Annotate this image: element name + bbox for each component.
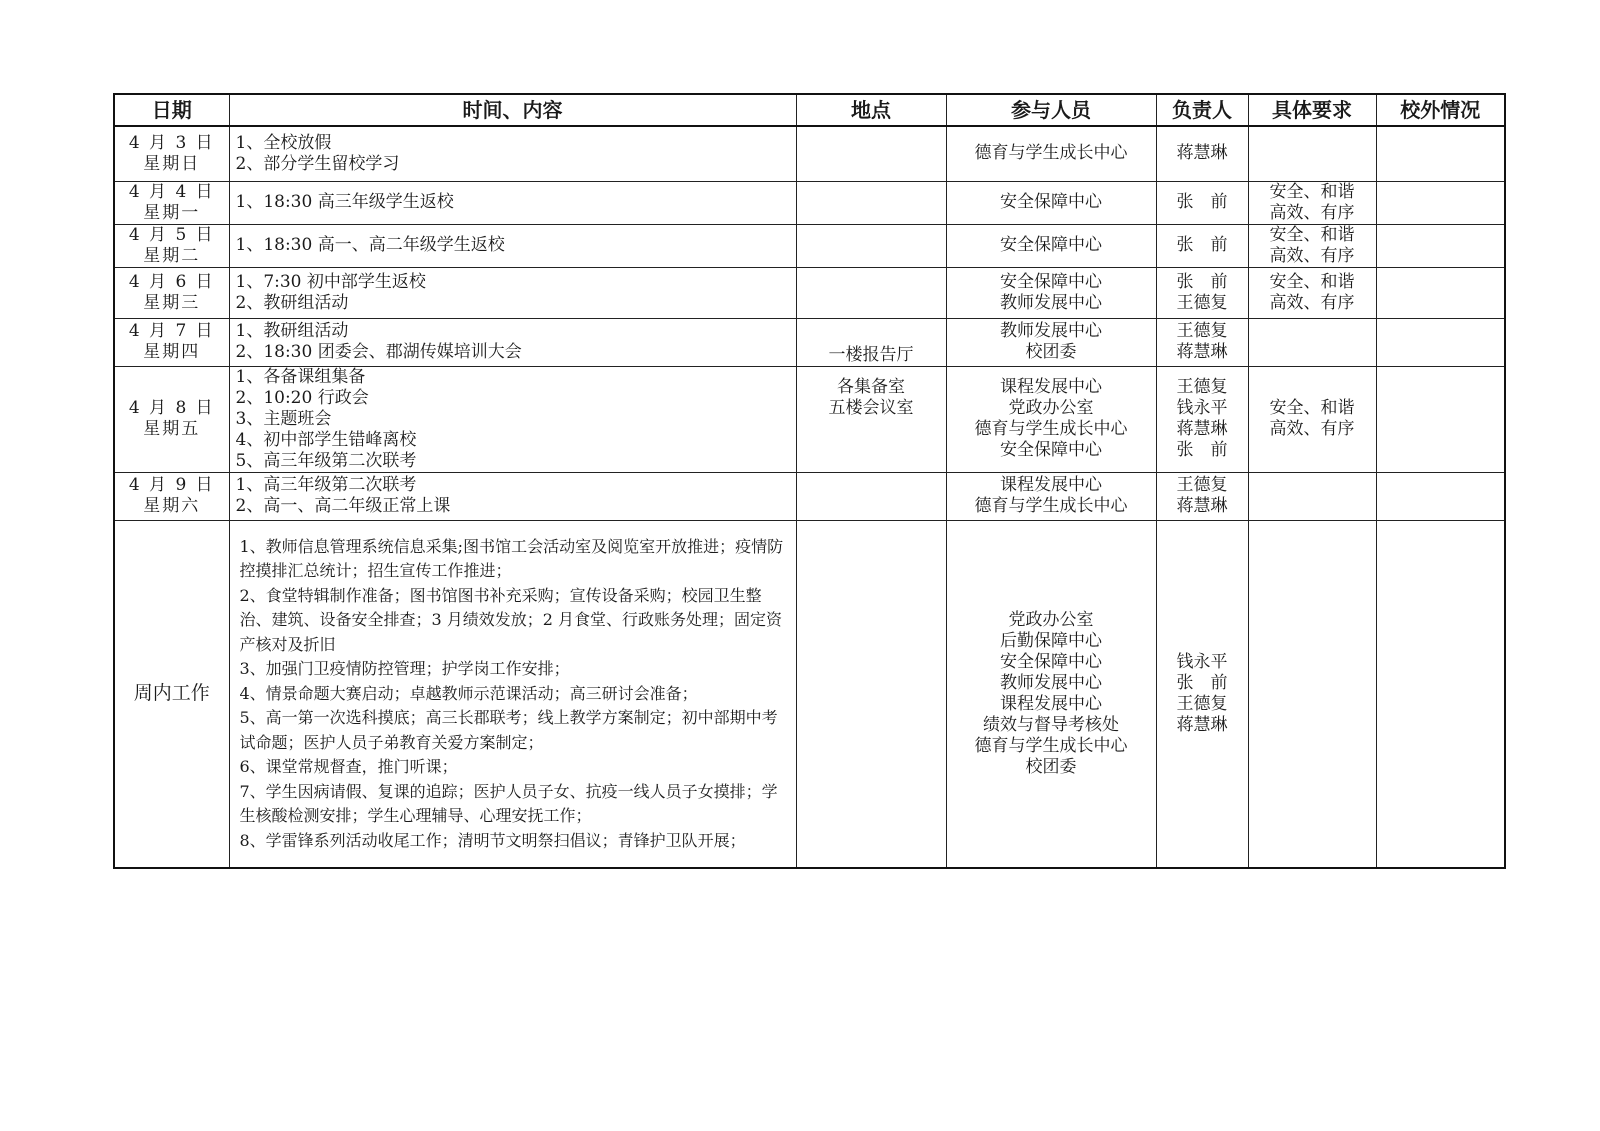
weekly-label-cell: [114, 520, 229, 868]
leader-text: 蒋慧琳: [1176, 714, 1228, 735]
participants-cell: [946, 472, 1156, 520]
location-cell: [796, 318, 946, 366]
header-external: 校外情况: [1376, 94, 1505, 126]
requirements-cell: [1248, 267, 1376, 318]
content-cell: [229, 366, 796, 472]
participants-cell: [946, 126, 1156, 181]
leader-text: 蒋慧琳: [1176, 496, 1228, 516]
content-line: 4、初中部学生错峰离校: [235, 429, 417, 450]
requirement-text: 高效、有序: [1269, 419, 1355, 439]
weekday-text: 星期日: [143, 153, 201, 174]
participant-text: 德育与学生成长中心: [974, 735, 1128, 756]
date-text: 4 月 7 日: [128, 321, 215, 341]
participant-text: 课程发展中心: [1000, 377, 1102, 397]
header-date: 日期: [114, 94, 229, 126]
participants-cell: [946, 318, 1156, 366]
leader-text: 蒋慧琳: [1176, 342, 1228, 362]
location-text: 五楼会议室: [828, 397, 914, 418]
table-row: [114, 126, 1505, 181]
leader-text: 张 前: [1176, 271, 1228, 292]
weekly-label: 周内工作: [133, 682, 210, 705]
content-line: 2、部分学生留校学习: [235, 153, 400, 174]
participant-text: 党政办公室: [1008, 609, 1094, 630]
participant-text: 党政办公室: [1008, 398, 1094, 418]
weekly-item: 3、加强门卫疫情防控管理；护学岗工作安排；: [239, 659, 570, 678]
external-cell: [1376, 181, 1505, 224]
location-cell: [796, 126, 946, 181]
weekday-text: 星期六: [143, 496, 201, 516]
weekday-text: 星期一: [143, 202, 201, 223]
weekly-item: 2、食堂特辑制作准备；图书馆图书补充采购；宣传设备采购；校园卫生整治、建筑、设备安全排查；3 月绩效发放；2 月食堂、行政账务处理；固定资产核对及折旧: [239, 585, 783, 654]
weekly-work-row: [114, 520, 1505, 868]
location-cell: [796, 181, 946, 224]
table-row: [114, 181, 1505, 224]
requirements-cell: [1248, 318, 1376, 366]
location-text: 各集备室: [837, 376, 905, 397]
participant-text: 安全保障中心: [1000, 651, 1102, 672]
external-cell: [1376, 366, 1505, 472]
participant-text: 德育与学生成长中心: [974, 496, 1128, 516]
participant-text: 校团委: [1025, 756, 1077, 777]
participant-text: 安全保障中心: [1000, 271, 1102, 292]
external-cell: [1376, 318, 1505, 366]
location-cell: [796, 520, 946, 868]
external-cell: [1376, 267, 1505, 318]
table-row: [114, 366, 1505, 472]
weekly-item: 1、教师信息管理系统信息采集;图书馆工会活动室及阅览室开放推进；疫情防控摸排汇总统计；招生宣传工作推进；: [239, 536, 784, 580]
date-text: 4 月 3 日: [128, 132, 215, 153]
content-cell: [229, 267, 796, 318]
date-cell: [114, 267, 229, 318]
content-cell: [229, 224, 796, 267]
requirement-text: 高效、有序: [1269, 245, 1355, 266]
external-cell: [1376, 126, 1505, 181]
participant-text: 课程发展中心: [1000, 475, 1102, 495]
content-line: 1、7:30 初中部学生返校: [235, 271, 426, 292]
content-cell: [229, 318, 796, 366]
leader-text: 王德复: [1176, 693, 1228, 714]
external-cell: [1376, 520, 1505, 868]
leader-text: 王德复: [1176, 321, 1228, 341]
participant-text: 后勤保障中心: [1000, 630, 1102, 651]
header-leader: 负责人: [1156, 94, 1248, 126]
content-line: 1、各备课组集备: [235, 366, 366, 387]
leader-text: 张 前: [1176, 672, 1228, 693]
location-cell: [796, 267, 946, 318]
participant-text: 安全保障中心: [1000, 440, 1102, 460]
requirements-cell: [1248, 520, 1376, 868]
location-cell: [796, 224, 946, 267]
content-cell: [229, 472, 796, 520]
external-cell: [1376, 472, 1505, 520]
header-participants: 参与人员: [946, 94, 1156, 126]
leader-text: 钱永平: [1176, 651, 1228, 672]
leader-cell: [1156, 267, 1248, 318]
requirement-text: 安全、和谐: [1269, 398, 1355, 418]
participant-text: 教师发展中心: [1000, 292, 1102, 313]
weekly-schedule-table: [113, 93, 1506, 869]
participants-cell: [946, 520, 1156, 868]
date-cell: [114, 126, 229, 181]
participant-text: 校团委: [1025, 342, 1077, 362]
header-row: [114, 94, 1505, 126]
content-line: 1、教研组活动: [235, 321, 349, 341]
participant-text: 安全保障中心: [1000, 235, 1102, 255]
content-line: 2、10:20 行政会: [235, 387, 369, 408]
leader-cell: [1156, 126, 1248, 181]
date-cell: [114, 224, 229, 267]
content-line: 1、18:30 高三年级学生返校: [235, 192, 454, 212]
content-line: 2、高一、高二年级正常上课: [235, 496, 451, 516]
header-content: 时间、内容: [229, 94, 796, 126]
participant-text: 安全保障中心: [1000, 192, 1102, 212]
leader-text: 张 前: [1176, 235, 1228, 255]
table-row: [114, 267, 1505, 318]
date-cell: [114, 366, 229, 472]
requirement-text: 高效、有序: [1269, 202, 1355, 223]
participant-text: 教师发展中心: [1000, 672, 1102, 693]
leader-cell: [1156, 181, 1248, 224]
weekly-item: 7、学生因病请假、复课的追踪；医护人员子女、抗疫一线人员子女摸排；学生核酸检测安排；学生心理辅导、心理安抚工作；: [239, 781, 778, 825]
content-cell: [229, 126, 796, 181]
participants-cell: [946, 366, 1156, 472]
date-text: 4 月 4 日: [128, 181, 215, 202]
date-cell: [114, 318, 229, 366]
participant-text: 绩效与督导考核处: [983, 714, 1119, 735]
weekday-text: 星期三: [143, 292, 201, 313]
requirements-cell: [1248, 181, 1376, 224]
content-line: 1、18:30 高一、高二年级学生返校: [235, 235, 505, 255]
weekly-item: 8、学雷锋系列活动收尾工作；清明节文明祭扫倡议；青锋护卫队开展；: [239, 830, 746, 850]
requirement-text: 安全、和谐: [1269, 224, 1355, 245]
content-line: 5、高三年级第二次联考: [235, 450, 417, 471]
participants-cell: [946, 224, 1156, 267]
leader-text: 蒋慧琳: [1176, 419, 1228, 439]
content-line: 2、教研组活动: [235, 292, 349, 313]
requirements-cell: [1248, 366, 1376, 472]
leader-text: 王德复: [1176, 292, 1228, 313]
requirement-text: 安全、和谐: [1269, 271, 1355, 292]
participants-cell: [946, 267, 1156, 318]
date-text: 4 月 5 日: [128, 224, 215, 245]
requirements-cell: [1248, 224, 1376, 267]
date-text: 4 月 8 日: [128, 398, 215, 418]
leader-cell: [1156, 224, 1248, 267]
requirements-cell: [1248, 126, 1376, 181]
header-requirements: 具体要求: [1248, 94, 1376, 126]
weekday-text: 星期二: [143, 245, 201, 266]
leader-cell: [1156, 520, 1248, 868]
weekday-text: 星期四: [143, 342, 201, 362]
header-location: 地点: [796, 94, 946, 126]
leader-cell: [1156, 318, 1248, 366]
content-line: 2、18:30 团委会、郡湖传媒培训大会: [235, 342, 522, 362]
date-text: 4 月 6 日: [128, 271, 215, 292]
table-row: [114, 224, 1505, 267]
requirement-text: 安全、和谐: [1269, 181, 1355, 202]
requirement-text: 高效、有序: [1269, 292, 1355, 313]
requirements-cell: [1248, 472, 1376, 520]
participant-text: 教师发展中心: [1000, 321, 1102, 341]
location-cell: [796, 472, 946, 520]
leader-text: 王德复: [1176, 377, 1228, 397]
leader-cell: [1156, 366, 1248, 472]
weekly-content-cell: [229, 520, 796, 868]
date-cell: [114, 181, 229, 224]
leader-text: 钱永平: [1176, 398, 1228, 418]
participant-text: 德育与学生成长中心: [974, 143, 1128, 164]
content-cell: [229, 181, 796, 224]
weekly-item: 4、情景命题大赛启动；卓越教师示范课活动；高三研讨会准备；: [239, 683, 698, 703]
weekly-item: 5、高一第一次选科摸底；高三长郡联考；线上教学方案制定；初中部期中考试命题；医护人员子弟教育关爱方案制定；: [239, 708, 778, 752]
date-text: 4 月 9 日: [128, 475, 215, 495]
location-cell: [796, 366, 946, 472]
date-cell: [114, 472, 229, 520]
leader-text: 张 前: [1176, 440, 1228, 460]
content-line: 1、全校放假: [235, 132, 332, 153]
participant-text: 德育与学生成长中心: [974, 419, 1128, 439]
leader-text: 蒋慧琳: [1176, 143, 1228, 164]
leader-text: 王德复: [1176, 475, 1228, 495]
participant-text: 课程发展中心: [1000, 693, 1102, 714]
participants-cell: [946, 181, 1156, 224]
external-cell: [1376, 224, 1505, 267]
leader-text: 张 前: [1176, 192, 1228, 212]
table-row: [114, 472, 1505, 520]
leader-cell: [1156, 472, 1248, 520]
weekly-item: 6、课堂常规督查，推门听课；: [239, 757, 458, 776]
content-line: 3、主题班会: [235, 408, 332, 429]
content-line: 1、高三年级第二次联考: [235, 475, 417, 495]
location-text: 一楼报告厅: [828, 344, 914, 365]
table-row: [114, 318, 1505, 366]
weekday-text: 星期五: [143, 419, 201, 439]
